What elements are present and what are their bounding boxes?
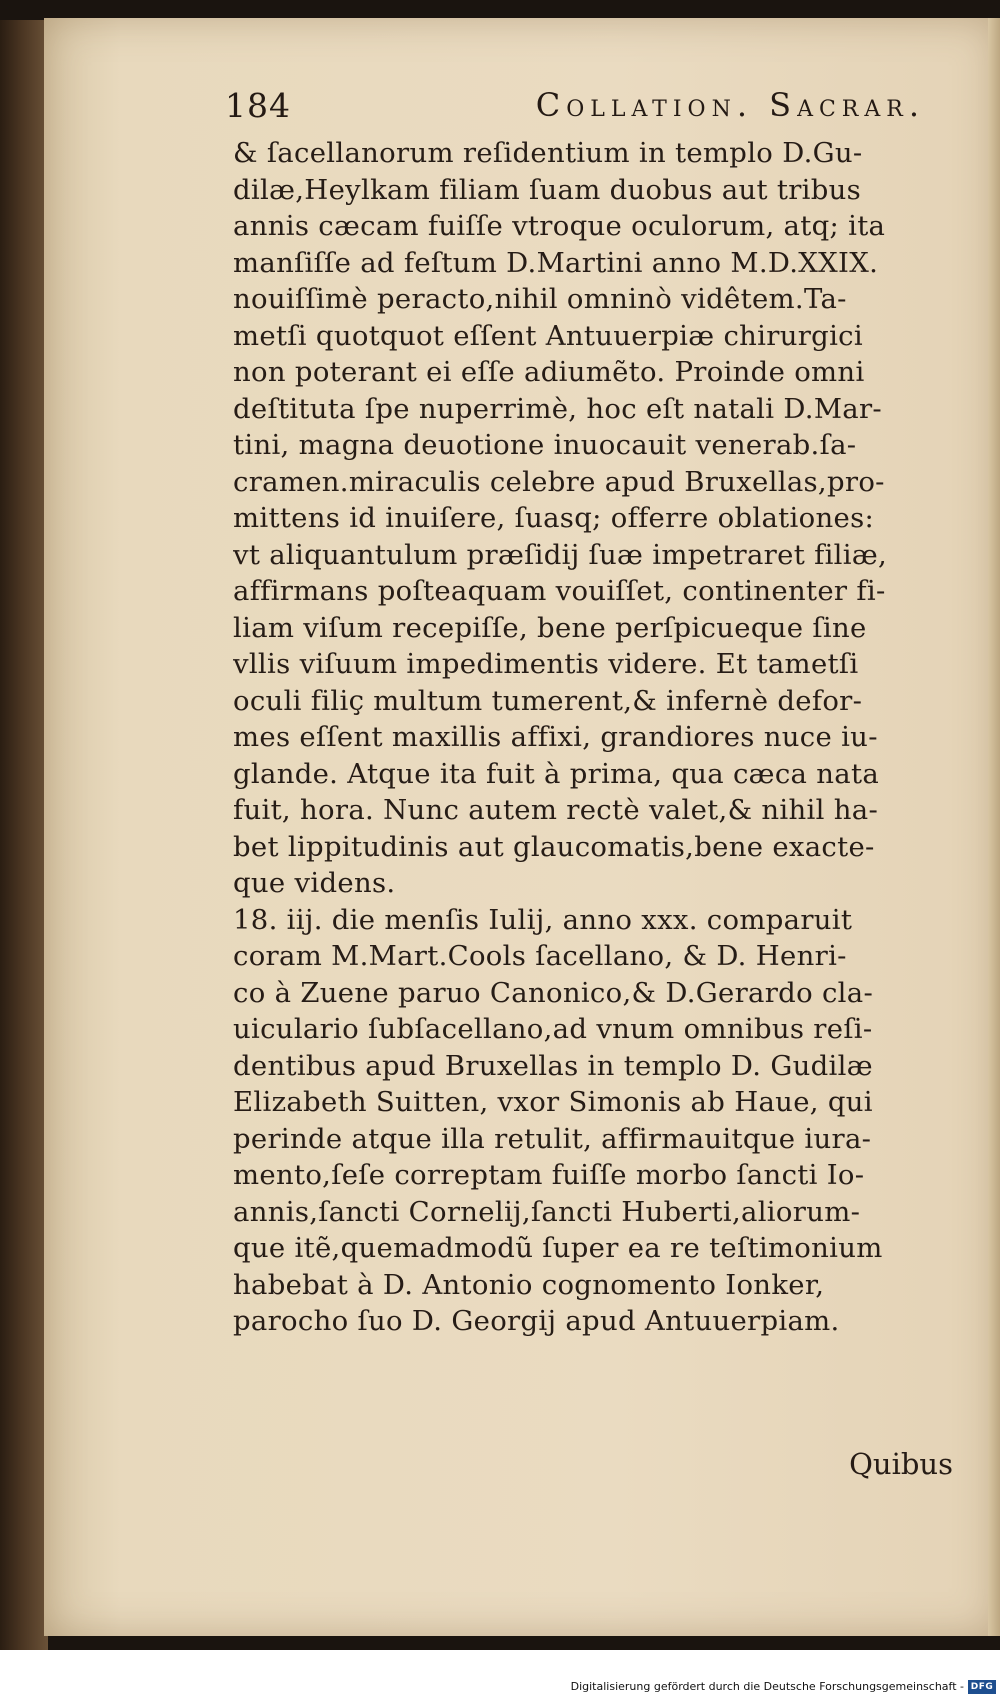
- text-line: oculi filiç multum tumerent,& infernè defor-: [233, 684, 863, 717]
- text-line: nouiſſimè peracto,nihil omninò vidêtem.Ta-: [233, 283, 847, 315]
- text-line: perinde atque illa retulit, affirmauitque iura-: [233, 1122, 872, 1155]
- text-line: bet lippitudinis aut glaucomatis,bene exacte-: [233, 830, 875, 863]
- text-line: 18. iij. die menſis Iulij, anno xxx. comparuit: [233, 903, 853, 936]
- running-head: Collation. Sacrar.: [535, 86, 925, 124]
- text-line: fuit, hora. Nunc autem rectè valet,& nihil ha-: [233, 794, 879, 826]
- page-header: [225, 86, 925, 132]
- text-body: [233, 135, 953, 1340]
- text-line: & ſacellanorum reſidentium in templo D.Gu-: [233, 137, 863, 169]
- book-spine: [0, 20, 48, 1650]
- digitization-credit: Digitalisierung gefördert durch die Deutsche Forschungsgemeinschaft -: [570, 1680, 964, 1693]
- text-line: manſiſſe ad feſtum D.Martini anno M.D.XXIX.: [233, 246, 879, 279]
- text-line: liam viſum recepiſſe, bene perſpicueque ſine: [233, 611, 867, 644]
- text-line: tini, magna deuotione inuocauit venerab.ſa-: [233, 429, 857, 461]
- text-line: parocho ſuo D. Georgij apud Antuuerpiam.: [233, 1305, 840, 1337]
- text-line: que itẽ,quemadmodũ ſuper ea re teſtimonium: [233, 1232, 883, 1264]
- text-line: affirmans poſteaquam vouiſſet, continenter fi-: [233, 575, 886, 607]
- catchword: Quibus: [849, 1447, 953, 1481]
- text-line: que videns.: [233, 867, 396, 899]
- text-line: coram M.Mart.Cools ſacellano, & D. Henri-: [233, 940, 847, 972]
- catchword-container: [233, 1447, 953, 1481]
- text-line: glande. Atque ita fuit à prima, qua cæca nata: [233, 757, 880, 790]
- text-line: metſi quotquot eſſent Antuuerpiæ chirurgici: [233, 319, 863, 352]
- text-line: vllis viſuum impedimentis videre. Et tametſi: [233, 648, 859, 680]
- footer-bar: [0, 1678, 1000, 1698]
- text-line: mes eſſent maxillis affixi, grandiores nuce iu-: [233, 721, 878, 753]
- text-line: deſtituta ſpe nuperrimè, hoc eſt natali D.Mar-: [233, 392, 883, 425]
- text-line: annis,ſancti Cornelij,ſancti Huberti,aliorum-: [233, 1195, 861, 1228]
- text-line: vt aliquantulum præſidij ſuæ impetraret filiæ,: [233, 538, 888, 571]
- text-line: annis cæcam fuiſſe vtroque oculorum, atq; ita: [233, 210, 886, 242]
- text-line: non poterant ei eſſe adiumẽto. Proinde omni: [233, 356, 865, 388]
- text-line: dilæ,Heylkam filiam ſuam duobus aut tribus: [233, 173, 862, 206]
- text-line: mento,ſeſe correptam fuiſſe morbo ſancti Io-: [233, 1159, 865, 1191]
- text-line: habebat à D. Antonio cognomento Ionker,: [233, 1268, 825, 1301]
- page-number: 184: [225, 86, 291, 125]
- text-line: co à Zuene paruo Canonico,& D.Gerardo cla-: [233, 976, 874, 1009]
- dfg-logo: DFG: [968, 1680, 996, 1694]
- text-line: Elizabeth Suitten, vxor Simonis ab Haue, qui: [233, 1086, 873, 1118]
- text-line: dentibus apud Bruxellas in templo D. Gudilæ: [233, 1049, 873, 1082]
- text-line: cramen.miraculis celebre apud Bruxellas,pro-: [233, 465, 885, 498]
- text-line: mittens id inuiſere, ſuasq; offerre oblationes:: [233, 502, 875, 534]
- text-line: uiculario ſubſacellano,ad vnum omnibus reſi-: [233, 1013, 873, 1045]
